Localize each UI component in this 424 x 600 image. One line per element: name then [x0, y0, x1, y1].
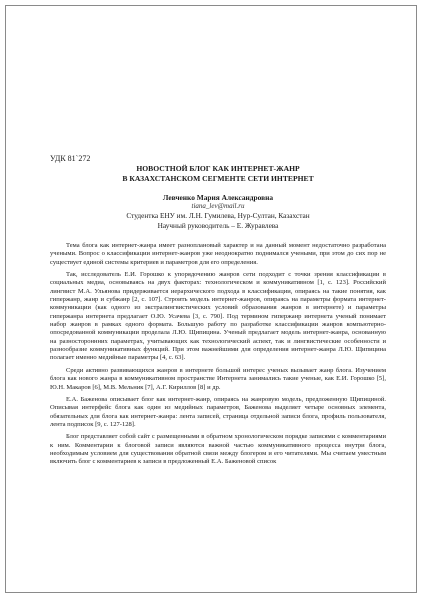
supervisor: Научный руководитель – Е. Журавлева: [157, 220, 279, 230]
title-line-1: НОВОСТНОЙ БЛОГ КАК ИНТЕРНЕТ-ЖАНР: [136, 164, 300, 173]
paragraph: Среди активно развивающихся жанров в интернете большой интерес ученых вызывает жанр блога. Изучением блога как нового жанра в коммуникативном пространстве Интернета занимались такие ученые, как Е.И. Горошко [5], Ю.Н. Макаров [6], М.В. Мельник [7], А.Г. Кириллов [8] и др.: [50, 366, 386, 391]
author-email: tiana_lev@mail.ru: [191, 202, 245, 210]
article-title: [50, 164, 386, 183]
author-affiliation: Студентка ЕНУ им. Л.Н. Гумилева, Нур-Султан, Казахстан: [126, 211, 310, 220]
paragraph: Тема блога как интернет-жанра имеет разноплановый характер и на данный момент недостаточно разработана учеными. Вопрос о классификации интернет-жанров уже неоднократно поднимался учеными, при этом до сих пор не существует единой системы критериев и параметров для его определения.: [50, 242, 386, 266]
paragraph: Блог представляет собой сайт с размещенными в обратном хронологическом порядке записями с комментариями к ним. Комментарии к блоговой записи являются важной частью коммуникативного процесса внутри блога, необходимым условием для существования обратной связи между блогером и его читателями. Мы считаем уместным включить блог с комментариев к записи в предложенный Е.А. Баженовой список: [50, 433, 386, 466]
page-frame: [5, 5, 417, 593]
paragraph: Е.А. Баженова описывает блог как интернет-жанр, опираясь на жанровую модель, предложенную Щипициной. Описывая интерфейс блога как один из медийных параметров, Баженова выделяет четыре основных элемента, обязательных для блога как интернет-жанра: лента записей, страница отдельной записи блога, профиль пользователя, лента подписок [9, с. 127-128].: [50, 395, 386, 428]
udc-code: УДК 81`272: [50, 154, 91, 163]
title-line-2: В КАЗАХСТАНСКОМ СЕГМЕНТЕ СЕТИ ИНТЕРНЕТ: [122, 173, 314, 183]
document-body: [50, 154, 386, 471]
author-name: Левченко Мария Александровна: [162, 193, 274, 202]
paragraph: Так, исследователь Е.И. Горошко к упорядочению жанров сети подходит с точки зрения классификации в социальных медиа, основываясь на двух факторах: технологическом и коммуникативном [1, с. 123]. Российский лингвист М.А. Ульянова придерживается иерархического подхода в классификации, опираясь на такие понятия, как гипержанр, жанр и субжанр [2, с. 107]. Строить модель интернет-жанров, опираясь на параметры формата интернет-коммуникации (как одного из экстралингвистических условий образования жанров в интернете) и параметры гипержанра интернета предлагает О.Ю. Усачева [3, с. 790]. Под термином гипержанр интернета ученый понимает набор жанров в рамках одного формата. Большую работу по разработке классификации жанров компьютерно-опосредованной коммуникации проделала Л.Ю. Щипицина. Ученый предлагает модель интернет-жанра, основанную на разностороннних параметрах, учитывающих как технологический аспект, так и лингвистические особенности и разнообразие коммуникативных функций. При этом важнейшими для определения интернет-жанра Л.Ю. Щипицина полагает именно медийные параметры [4, с. 63].: [50, 271, 386, 362]
